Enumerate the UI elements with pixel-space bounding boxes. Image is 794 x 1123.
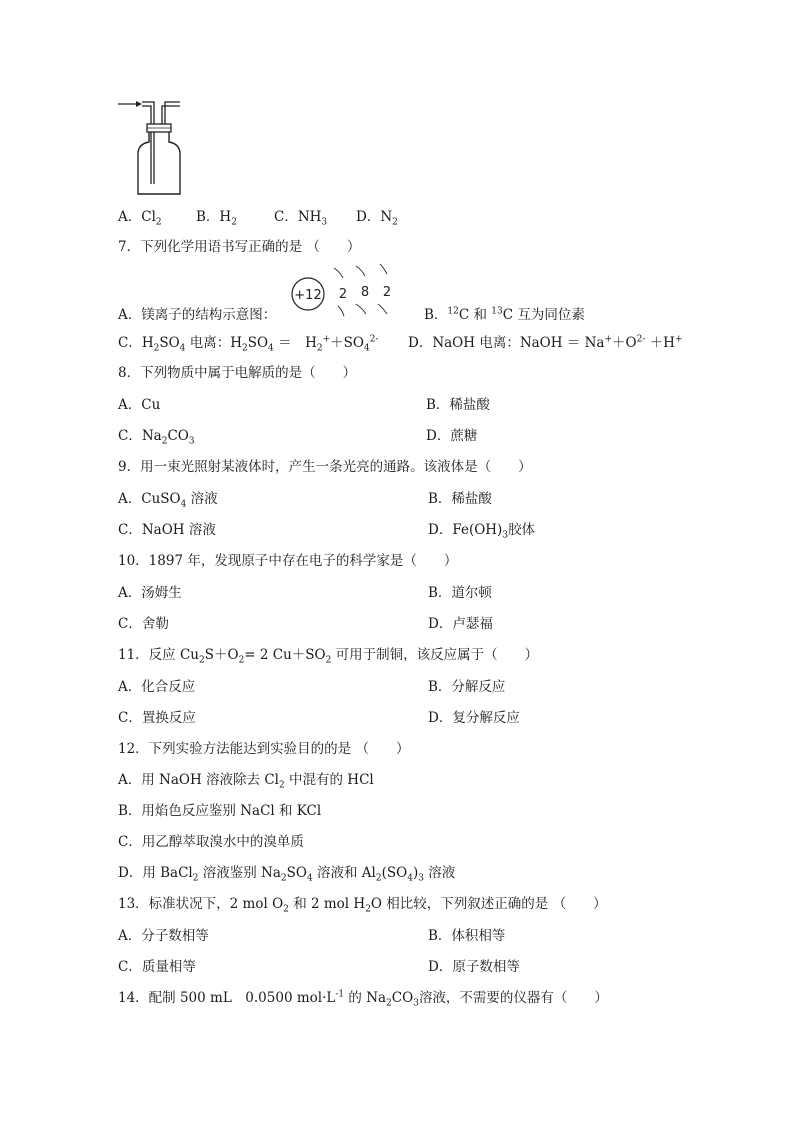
q11-option-a[interactable]: A．化合反应	[118, 679, 196, 695]
shell-1-electrons: 2	[338, 287, 348, 302]
q8-option-a[interactable]: A．Cu	[118, 397, 161, 413]
q11-stem: 11．反应 $Cu_2S+O_2= 2$ $Cu+SO_2$ 可用于制铜，该反应属于（ ）	[118, 647, 539, 666]
q6-option-b[interactable]: B．$H_2$	[196, 209, 237, 228]
q13-option-c[interactable]: C．质量相等	[118, 959, 196, 975]
q7-stem: 7．下列化学用语书写正确的是 （ ）	[118, 239, 361, 255]
q8-option-b[interactable]: B．稀盐酸	[426, 397, 490, 413]
q10-option-c[interactable]: C．舍勒	[118, 616, 169, 632]
q10-option-b[interactable]: B．道尔顿	[428, 585, 492, 601]
q12-option-d[interactable]: D．用 BaCl$_2$ 溶液鉴别 $Na_2SO_4$ 溶液和 $Al_2(SO_4)_3$ 溶液	[118, 865, 456, 884]
q13-option-b[interactable]: B．体积相等	[428, 928, 506, 944]
q14-stem: 14．配制 500 mL 0.0500 $mol\cdot L^{-1}$ 的 $Na_2CO_3$溶液，不需要的仪器有（ ）	[118, 989, 608, 1009]
q13-option-d[interactable]: D．原子数相等	[428, 959, 520, 975]
q9-option-c[interactable]: C．NaOH 溶液	[118, 522, 216, 538]
magnesium-ion-structure-diagram	[288, 262, 408, 322]
q10-stem: 10．1897 年，发现原子中存在电子的科学家是（ ）	[118, 553, 458, 569]
q11-option-d[interactable]: D．复分解反应	[428, 710, 520, 726]
q7-option-d[interactable]: D．NaOH 电离：NaOH ＝ $Na^++O^{2-} +H^+$	[408, 334, 683, 351]
q12-option-a[interactable]: A．用 NaOH 溶液除去 $Cl_2$ 中混有的 HCl	[118, 772, 374, 791]
q8-option-c[interactable]: C．$Na_2CO_3$	[118, 428, 195, 447]
q12-option-b[interactable]: B．用焰色反应鉴别 NaCl 和 KCl	[118, 803, 322, 819]
q11-option-c[interactable]: C．置换反应	[118, 710, 196, 726]
q8-option-d[interactable]: D．蔗糖	[426, 428, 478, 444]
shell-3-electrons: 2	[382, 285, 392, 300]
q9-option-a[interactable]: A．CuSO$_4$ 溶液	[118, 491, 218, 510]
q9-option-d[interactable]: D．$Fe(OH)_3$胶体	[428, 522, 536, 541]
q7-option-b[interactable]: B．$^{12}$C 和 $^{13}$C 互为同位素	[424, 306, 585, 323]
q6-option-d[interactable]: D．$N_2$	[356, 209, 398, 228]
q13-option-a[interactable]: A．分子数相等	[118, 928, 209, 944]
q8-stem: 8．下列物质中属于电解质的是（ ）	[118, 365, 357, 381]
q6-option-a[interactable]: A．$Cl_2$	[118, 209, 162, 228]
q7-option-a[interactable]: A．镁离子的结构示意图：	[118, 307, 277, 323]
q13-stem: 13．标准状况下，2 mol $O_2$ 和 2 mol $H_2O$ 相比较，下列叙述正确的是 （ ）	[118, 896, 607, 915]
q12-stem: 12．下列实验方法能达到实验目的的是 （ ）	[118, 741, 410, 757]
q10-option-d[interactable]: D．卢瑟福	[428, 616, 493, 632]
q12-option-c[interactable]: C．用乙醇萃取溴水中的溴单质	[118, 834, 304, 850]
q6-option-c[interactable]: C．$NH_3$	[274, 209, 328, 228]
shell-2-electrons: 8	[360, 285, 370, 300]
q11-option-b[interactable]: B．分解反应	[428, 679, 506, 695]
q10-option-a[interactable]: A．汤姆生	[118, 585, 182, 601]
gas-washing-bottle-diagram	[116, 96, 196, 196]
q7-option-c[interactable]: C．$H_2SO_4$ 电离：$H_2SO_4$ ＝ $H_2^++SO_4^{2-}$	[118, 334, 379, 354]
atom-nucleus-label: +12	[294, 288, 322, 303]
q9-option-b[interactable]: B．稀盐酸	[428, 491, 492, 507]
q9-stem: 9．用一束光照射某液体时，产生一条光亮的通路。该液体是（ ）	[118, 459, 532, 475]
